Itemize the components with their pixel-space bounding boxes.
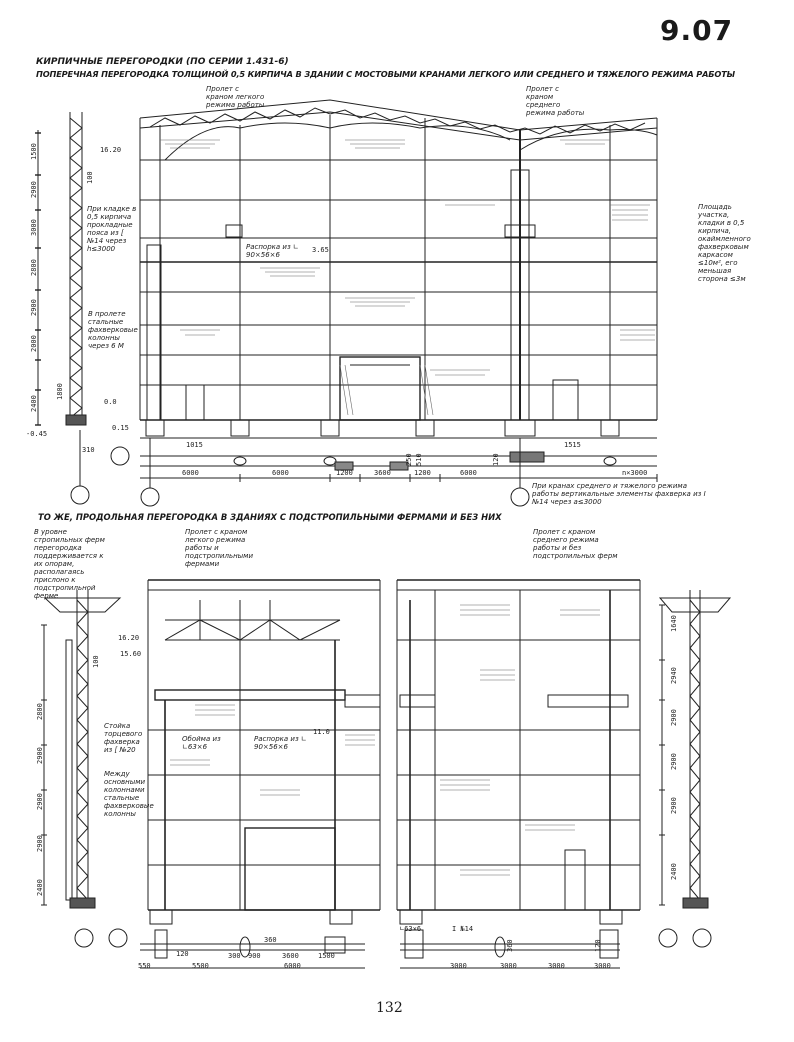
top-vdim-6: 2400 bbox=[30, 395, 38, 412]
plan-l-1500: 1500 bbox=[318, 952, 335, 960]
top-hdim-6000-c: 6000 bbox=[460, 469, 477, 477]
top-hdim-1200-b: 1200 bbox=[414, 469, 431, 477]
top-hdim-nx3000: n×3000 bbox=[622, 469, 648, 477]
top-vdim-4: 2900 bbox=[30, 299, 38, 316]
bottom-right-panel bbox=[397, 580, 640, 910]
bottom-plan-strip bbox=[75, 929, 711, 968]
bottom-ldim-2: 2900 bbox=[36, 793, 44, 810]
bottom-note-post: Стойка торцевого фахверка из [ №20 bbox=[104, 722, 143, 754]
plan-l-120: 120 bbox=[176, 950, 189, 958]
elev-0-0: 0.0 bbox=[104, 398, 117, 406]
elev-16-20: 16.20 bbox=[100, 146, 122, 154]
top-span-medium: Пролет с краном среднего режима работы bbox=[526, 85, 585, 117]
elev-minus-0-45: -0.45 bbox=[26, 430, 48, 438]
top-note-strut: Распорка из ∟ 90×56×6 bbox=[246, 243, 299, 259]
bottom-note-level: В уровне стропильных ферм перегородка поддерживается к их опорам, располагаясь приcлоно к подстропильной ферме bbox=[34, 528, 105, 600]
top-hdim-6000-a: 6000 bbox=[182, 469, 199, 477]
bottom-span-light: Пролет с краном легкого режима работы и подстропильными фермами bbox=[185, 528, 254, 568]
bottom-note-clip: Обойма из ∟63×6 bbox=[182, 735, 221, 751]
top-vdim-3: 2800 bbox=[30, 259, 38, 276]
top-hdim-6000-b: 6000 bbox=[272, 469, 289, 477]
top-small-250: 250 bbox=[405, 453, 413, 466]
plan-r-label-l63: ∟63×6 bbox=[400, 925, 422, 933]
plan-r-360: 360 bbox=[506, 939, 514, 952]
bottom-ldim-3: 2900 bbox=[36, 835, 44, 852]
plan-r-3000-c: 3000 bbox=[548, 962, 565, 970]
bottom-ldim-5: 100 bbox=[92, 655, 100, 668]
top-vdim-0: 1500 bbox=[30, 143, 38, 160]
plan-l-360: 360 bbox=[264, 936, 277, 944]
bottom-rdim-3: 2900 bbox=[670, 753, 678, 770]
top-vdim-7: 1800 bbox=[56, 383, 64, 400]
elev-0-15: 0.15 bbox=[112, 424, 129, 432]
plan-r-3000-b: 3000 bbox=[500, 962, 517, 970]
title-line-1: КИРПИЧНЫЕ ПЕРЕГОРОДКИ (ПО СЕРИИ 1.431-6) bbox=[36, 57, 289, 67]
top-note-bottom: При кранах среднего и тяжелого режима работы вертикальные элементы фахверка из I №14 через a≤3000 bbox=[532, 482, 706, 506]
bottom-elev-15-60: 15.60 bbox=[120, 650, 142, 658]
plan-l-900: 900 bbox=[248, 952, 261, 960]
elev-3-65: 3.65 bbox=[312, 246, 329, 254]
top-hdim-3600: 3600 bbox=[374, 469, 391, 477]
bottom-note-between: Между основными колоннами стальные фахверковые колонны bbox=[104, 770, 154, 818]
top-hdim-310: 310 bbox=[82, 446, 95, 454]
bottom-rdim-0: 1640 bbox=[670, 615, 678, 632]
bottom-span-medium: Пролет с краном среднего режима работы и без подстропильных ферм bbox=[533, 528, 618, 560]
top-span-light: Пролет с краном легкого режима работы bbox=[206, 85, 265, 109]
bottom-rdim-2: 2900 bbox=[670, 709, 678, 726]
plan-l-6000: 6000 bbox=[284, 962, 301, 970]
title-line-2: ПОПЕРЕЧНАЯ ПЕРЕГОРОДКА ТОЛЩИНОЙ 0,5 КИРПИЧА В ЗДАНИИ С МОСТОВЫМИ КРАНАМИ ЛЕГКОГО ИЛИ СРЕДНЕГО И ТЯЖЕЛОГО РЕЖИМА РАБОТЫ bbox=[36, 69, 735, 79]
sheet-code: 9.07 bbox=[660, 14, 734, 47]
top-hdim-1515: 1515 bbox=[564, 441, 581, 449]
top-vdim-1: 2900 bbox=[30, 181, 38, 198]
top-vdim-2: 3000 bbox=[30, 219, 38, 236]
top-note-columns: В пролете стальные фахверковые колонны через 6 М bbox=[88, 310, 138, 350]
top-vdim-5: 2000 bbox=[30, 335, 38, 352]
bottom-rdim-1: 2940 bbox=[670, 667, 678, 684]
top-small-510: 510 bbox=[415, 453, 423, 466]
left-lattice-column bbox=[66, 112, 86, 425]
top-note-masonry: При кладке в 0,5 кирпича прокладные пояса из [ №14 через h≤3000 bbox=[87, 205, 137, 253]
bottom-elev-16-20: 16.20 bbox=[118, 634, 140, 642]
top-small-120: 120 bbox=[492, 453, 500, 466]
plan-l-300: 300 bbox=[228, 952, 241, 960]
plan-l-5500: 5500 bbox=[192, 962, 209, 970]
bottom-right-column bbox=[659, 590, 730, 908]
bottom-elev-11-0: 11.0 bbox=[313, 728, 330, 736]
plan-r-3000-d: 3000 bbox=[594, 962, 611, 970]
plan-l-3600: 3600 bbox=[282, 952, 299, 960]
bottom-rdim-4: 2900 bbox=[670, 797, 678, 814]
bottom-note-strut: Распорка из ∟ 90×56×6 bbox=[254, 735, 307, 751]
plan-l-550: 550 bbox=[138, 962, 151, 970]
page-number: 132 bbox=[376, 1000, 403, 1016]
plan-r-120: 120 bbox=[594, 939, 602, 952]
top-vdim-8: 100 bbox=[86, 171, 94, 184]
bottom-ldim-1: 2900 bbox=[36, 747, 44, 764]
bottom-rdim-5: 2400 bbox=[670, 863, 678, 880]
top-hdim-1015: 1015 bbox=[186, 441, 203, 449]
top-note-area: Площадь участка, кладки в 0,5 кирпича, окаймленного фахверковым каркасом ≤10м², его меньшая сторона ≤3м bbox=[698, 203, 751, 283]
plan-r-label-i14: I №14 bbox=[452, 925, 474, 933]
plan-r-3000-a: 3000 bbox=[450, 962, 467, 970]
bottom-ldim-4: 2400 bbox=[36, 879, 44, 896]
section2-title: ТО ЖЕ, ПРОДОЛЬНАЯ ПЕРЕГОРОДКА В ЗДАНИЯХ С ПОДСТРОПИЛЬНЫМИ ФЕРМАМИ И БЕЗ НИХ bbox=[38, 512, 502, 522]
bottom-ldim-0: 2800 bbox=[36, 703, 44, 720]
top-hdim-1200-a: 1200 bbox=[336, 469, 353, 477]
